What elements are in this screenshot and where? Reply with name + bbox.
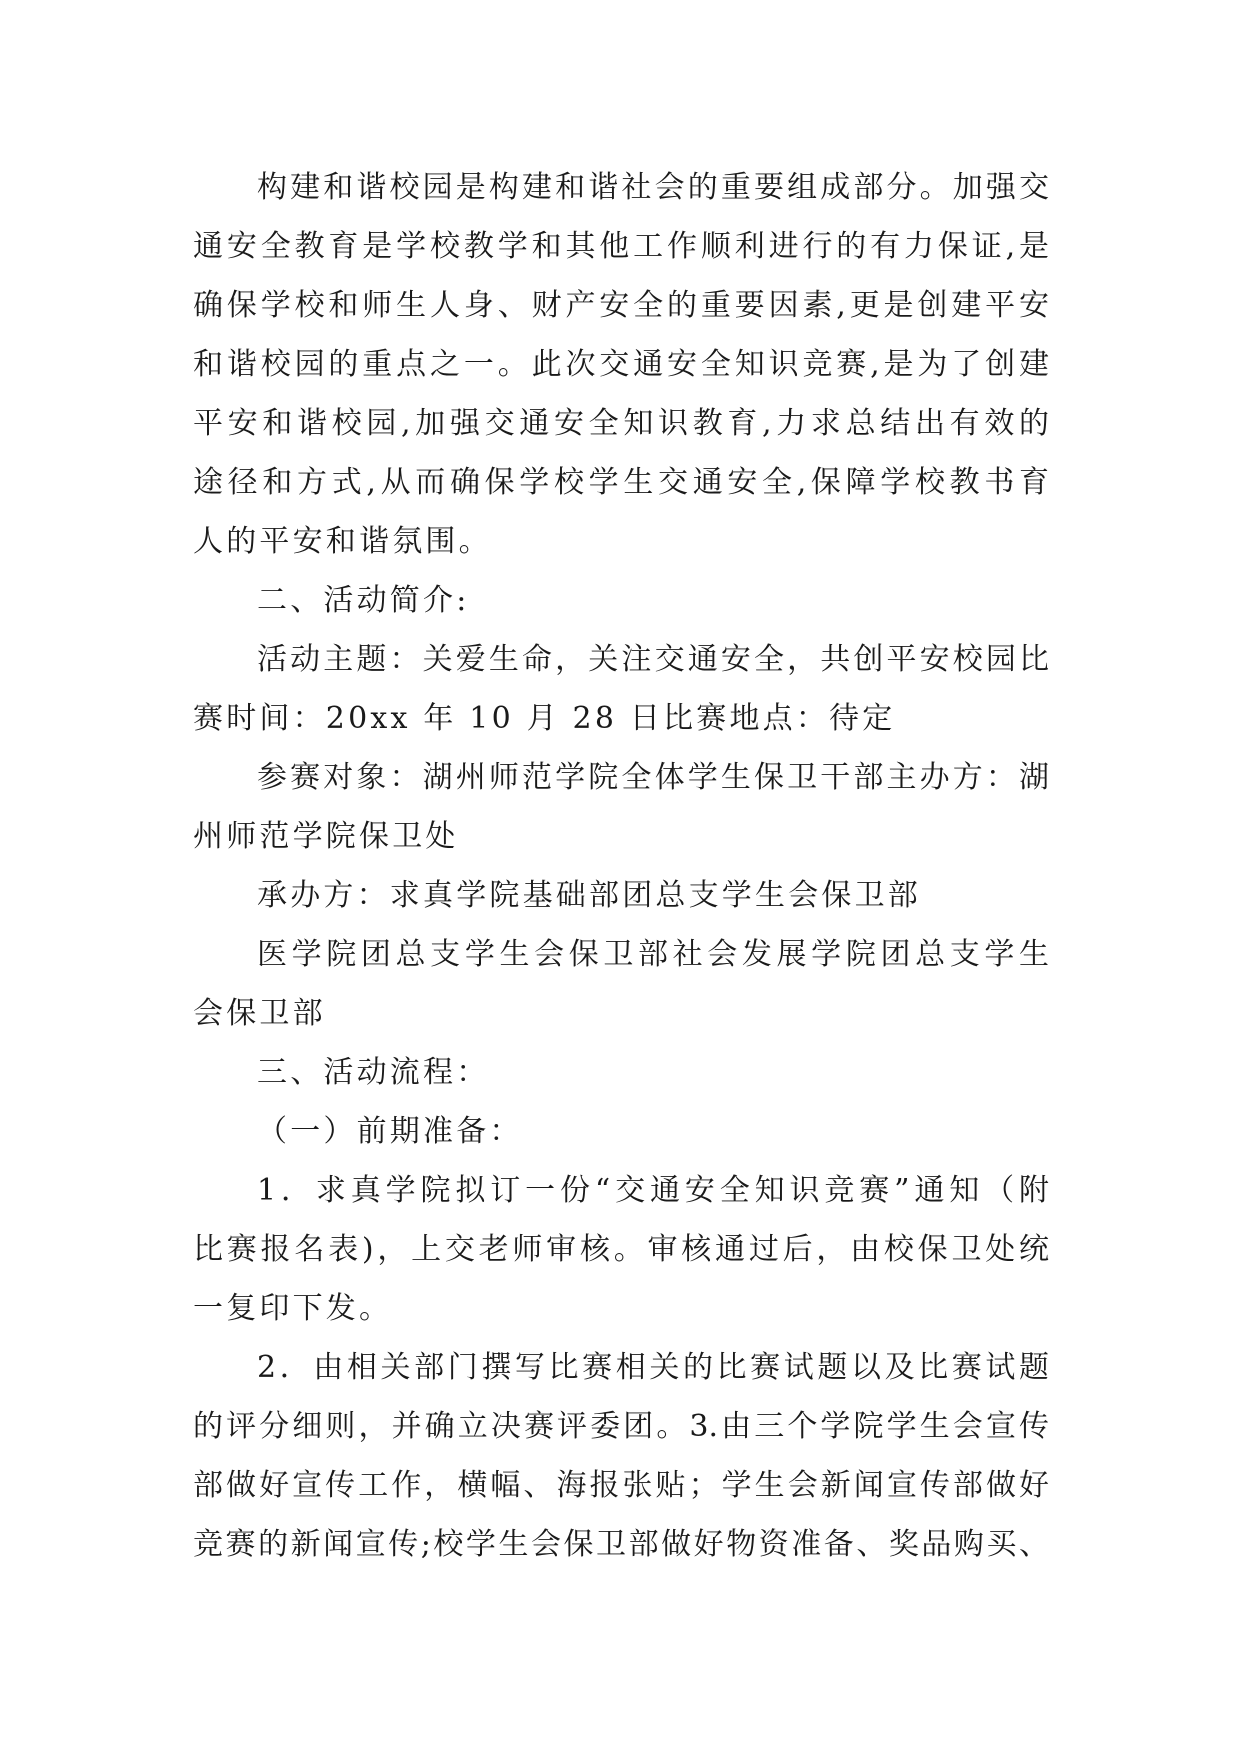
document-body — [193, 158, 1049, 1574]
paragraph-line: 州师范学院保卫处 — [193, 819, 459, 854]
paragraph-line: 一复印下发。 — [193, 1291, 393, 1326]
paragraph-line: 参赛对象：湖州师范学院全体学生保卫干部主办方：湖 — [257, 760, 1049, 795]
paragraph-line: 平安和谐校园,加强交通安全知识教育,力求总结出有效的 — [193, 406, 1049, 441]
paragraph-line: 和谐校园的重点之一。此次交通安全知识竞赛,是为了创建 — [193, 347, 1049, 382]
paragraph-line: 部做好宣传工作，横幅、海报张贴；学生会新闻宣传部做好 — [193, 1468, 1049, 1503]
paragraph-line: 途径和方式,从而确保学校学生交通安全,保障学校教书育 — [193, 465, 1049, 500]
paragraph-line: 医学院团总支学生会保卫部社会发展学院团总支学生 — [257, 937, 1049, 972]
subsection-heading: （一）前期准备： — [257, 1114, 523, 1149]
paragraph-line: 1．求真学院拟订一份“交通安全知识竞赛”通知（附 — [257, 1173, 1049, 1208]
paragraph-line: 通安全教育是学校教学和其他工作顺利进行的有力保证,是 — [193, 229, 1049, 264]
paragraph-line: 确保学校和师生人身、财产安全的重要因素,更是创建平安 — [193, 288, 1049, 323]
paragraph-line: 的评分细则，并确立决赛评委团。3.由三个学院学生会宣传 — [193, 1409, 1049, 1444]
section-heading: 三、活动流程： — [257, 1055, 490, 1090]
paragraph-line: 比赛报名表)，上交老师审核。审核通过后，由校保卫处统 — [193, 1232, 1049, 1267]
paragraph-line: 活动主题：关爱生命，关注交通安全，共创平安校园比 — [257, 642, 1049, 677]
paragraph-line: 构建和谐校园是构建和谐社会的重要组成部分。加强交 — [257, 170, 1049, 205]
paragraph-line: 会保卫部 — [193, 996, 326, 1031]
section-heading: 二、活动简介: — [257, 583, 470, 618]
paragraph-line: 赛时间：20xx 年 10 月 28 日比赛地点：待定 — [193, 701, 896, 736]
paragraph-line: 竞赛的新闻宣传;校学生会保卫部做好物资准备、奖品购买、 — [193, 1527, 1049, 1562]
paragraph-line: 承办方：求真学院基础部团总支学生会保卫部 — [257, 878, 921, 913]
paragraph-line: 人的平安和谐氛围。 — [193, 524, 492, 559]
paragraph-line: 2．由相关部门撰写比赛相关的比赛试题以及比赛试题 — [257, 1350, 1049, 1385]
